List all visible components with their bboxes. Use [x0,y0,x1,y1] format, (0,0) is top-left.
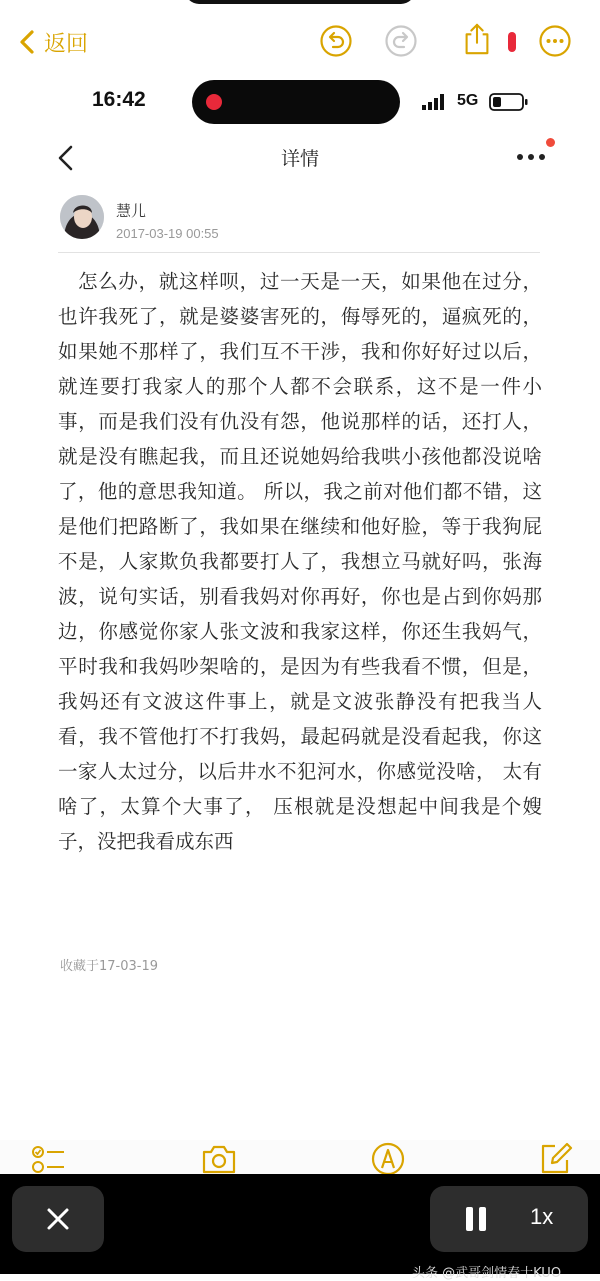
status-time: 16:42 [92,88,146,111]
share-icon[interactable] [460,22,494,56]
network-type: 5G [457,92,479,109]
pause-icon[interactable] [464,1205,488,1233]
playback-control[interactable] [430,1186,588,1252]
divider [58,252,540,253]
author-name[interactable]: 慧儿 [116,202,147,220]
back-label: 返回 [44,31,89,57]
close-icon [46,1207,70,1231]
collected-date: 收藏于17-03-19 [60,959,159,974]
playback-speed[interactable]: 1x [530,1204,554,1229]
notification-dot [546,138,555,147]
post-body: 怎么办，就这样呗，过一天是一天，如果他在过分，也许我死了，就是婆婆害死的，侮辱死的，逼疯死的，如果她不那样了，我们互不干涉，我和你好好过以后，就连要打我家人的那个人都不会联系，这不是一件小事，而是我们没有仇没有怨，他说那样的话，还打人，就是没有瞧起我，而且还说她妈给我哄小孩他都没说啥了，他的意思我知道。 所以，我之前对他们都不错，这是他们把路断了，我如果在继续和他好脸，等于我狗屁不是，人家欺负我都要打人了，我想立马就好吗，张海波，说句实话，别看我妈对你再好，你也是占到你妈那边，你感觉你家人张文波和我家这样，你还生我妈气，平时我和我妈吵架啥的，是因为有些我看不惯，但是，我妈还有文波这件事上，就是文波张静没有把我当人看，我不管他打不打我妈，最起码就是没看起我，你这一家人太过分，以后井水不犯河水，你感觉没啥， 太有啥了，太算个大事了， 压根就是没想起中间我是个嫂子，没把我看成东西 [58,270,542,853]
camera-icon[interactable] [200,1140,238,1178]
page-title: 详情 [280,148,319,170]
dynamic-island-top [185,0,415,4]
avatar-image [60,195,104,239]
dynamic-island [192,80,400,124]
markup-icon[interactable] [369,1140,407,1178]
battery-icon [489,92,529,112]
watermark: 头条 @武哥剑情春十KUO [412,1266,562,1281]
redo-icon[interactable] [384,24,418,58]
signal-icon [421,93,449,111]
avatar[interactable] [60,195,104,239]
back-button[interactable] [16,24,88,60]
recording-dot-icon [206,94,222,110]
more-options-icon[interactable] [538,24,572,58]
close-button[interactable] [12,1186,104,1252]
more-icon[interactable] [516,150,546,164]
chevron-left-icon [16,28,38,56]
checklist-icon[interactable] [30,1140,68,1178]
post-date: 2017-03-19 00:55 [116,226,219,241]
record-indicator-icon [506,30,516,54]
compose-icon[interactable] [537,1140,575,1178]
undo-icon[interactable] [319,24,353,58]
